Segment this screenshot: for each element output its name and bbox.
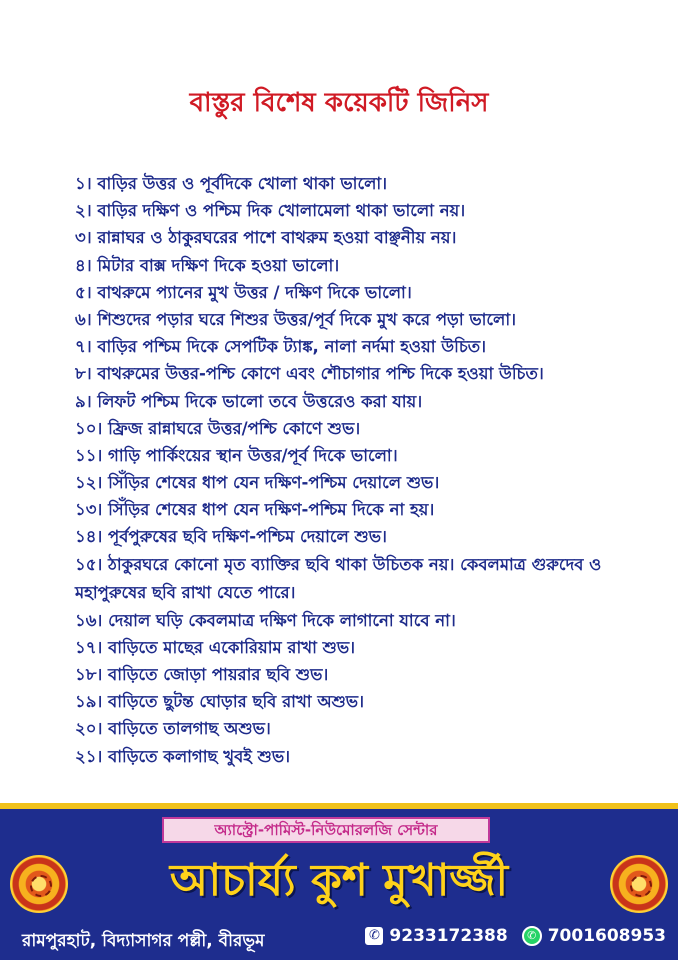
- list-item: ৪। মিটার বাক্স দক্ষিণ দিকে হওয়া ভালো।: [75, 255, 340, 275]
- list-item: ৭। বাড়ির পশ্চিম দিকে সেপটিক ট্যাঙ্ক, নালা নর্দমা হওয়া উচিত।: [75, 337, 487, 357]
- page-title: বাস্তুর বিশেষ কয়েকটি জিনিস: [189, 88, 489, 118]
- list-item: ১৩। সিঁড়ির শেষের ধাপ যেন দক্ষিণ-পশ্চিম দিকে না হয়।: [75, 500, 435, 520]
- list-item: ১৮। বাড়িতে জোড়া পায়রার ছবি শুভ।: [75, 665, 329, 684]
- list-item: ১৭। বাড়িতে মাছের একোরিয়াম রাখা শুভ।: [75, 637, 356, 657]
- list-item: ২০। বাড়িতে তালগাছ অশুভ।: [75, 719, 271, 739]
- phone-icon: ✆: [365, 927, 383, 945]
- list-item: ২। বাড়ির দক্ষিণ ও পশ্চিম দিক খোলামেলা থাকা ভালো নয়।: [75, 201, 466, 221]
- list-item: ১২। সিঁড়ির শেষের ধাপ যেন দক্ষিণ-পশ্চিম দেয়ালে শুভ।: [75, 473, 440, 493]
- zodiac-wheel-icon: [610, 855, 668, 913]
- list-item: ১৯। বাড়িতে ছুটন্ত ঘোড়ার ছবি রাখা অশুভ।: [75, 692, 365, 712]
- contact-info: [365, 926, 666, 946]
- center-subtitle: অ্যাস্ট্রো-পামিস্ট-নিউমোরলজি সেন্টার: [162, 817, 490, 843]
- whatsapp-icon: ✆: [522, 926, 542, 946]
- list-item: ১১। গাড়ি পার্কিংয়ের স্থান উত্তর/পূর্ব দিকে ভালো।: [75, 445, 398, 465]
- list-item: ৯। লিফট পশ্চিম দিকে ভালো তবে উত্তরেও করা যায়।: [75, 391, 423, 411]
- list-item: ৬। শিশুদের পড়ার ঘরে শিশুর উত্তর/পূর্ব দিকে মুখ করে পড়া ভালো।: [75, 309, 517, 329]
- vastu-list: [75, 170, 660, 770]
- address: রামপুরহাট, বিদ্যাসাগর পল্লী, বীরভূম: [22, 931, 265, 951]
- list-item: ১৬। দেয়াল ঘড়ি কেবলমাত্র দক্ষিণ দিকে লাগানো যাবে না।: [75, 610, 456, 630]
- list-item: ১৪। পূর্বপুরুষের ছবি দক্ষিণ-পশ্চিম দেয়ালে শুভ।: [75, 527, 387, 547]
- list-item: ২১। বাড়িতে কলাগাছ খুবই শুভ।: [75, 746, 291, 766]
- list-item: ৫। বাথরুমে প্যানের মুখ উত্তর / দক্ষিণ দিকে ভালো।: [75, 282, 412, 302]
- footer-banner: [0, 809, 678, 960]
- list-item: ১০। ফ্রিজ রান্নাঘরে উত্তর/পশ্চি কোণে শুভ।: [75, 418, 361, 438]
- whatsapp-number: 7001608953: [547, 926, 666, 946]
- list-item: ৩। রান্নাঘর ও ঠাকুরঘরের পাশে বাথরুম হওয়া বাঞ্ছনীয় নয়।: [75, 228, 457, 248]
- astrologer-name: আচার্য্য কুশ মুখার্জ্জী: [169, 855, 509, 906]
- list-item: ১। বাড়ির উত্তর ও পূর্বদিকে খোলা থাকা ভালো।: [75, 174, 388, 193]
- zodiac-wheel-icon: [10, 855, 68, 913]
- list-item: ১৫। ঠাকুরঘরে কোনো মৃত ব্যাক্তির ছবি থাকা উচিতক নয়। কেবলমাত্র গুরুদেব ও মহাপুরুষের ছবি রাখা যেতে পারে।: [75, 554, 602, 602]
- phone-number: 9233172388: [389, 926, 508, 946]
- list-item: ৮। বাথরুমের উত্তর-পশ্চি কোণে এবং শৌচাগার পশ্চি দিকে হওয়া উচিত।: [75, 364, 544, 384]
